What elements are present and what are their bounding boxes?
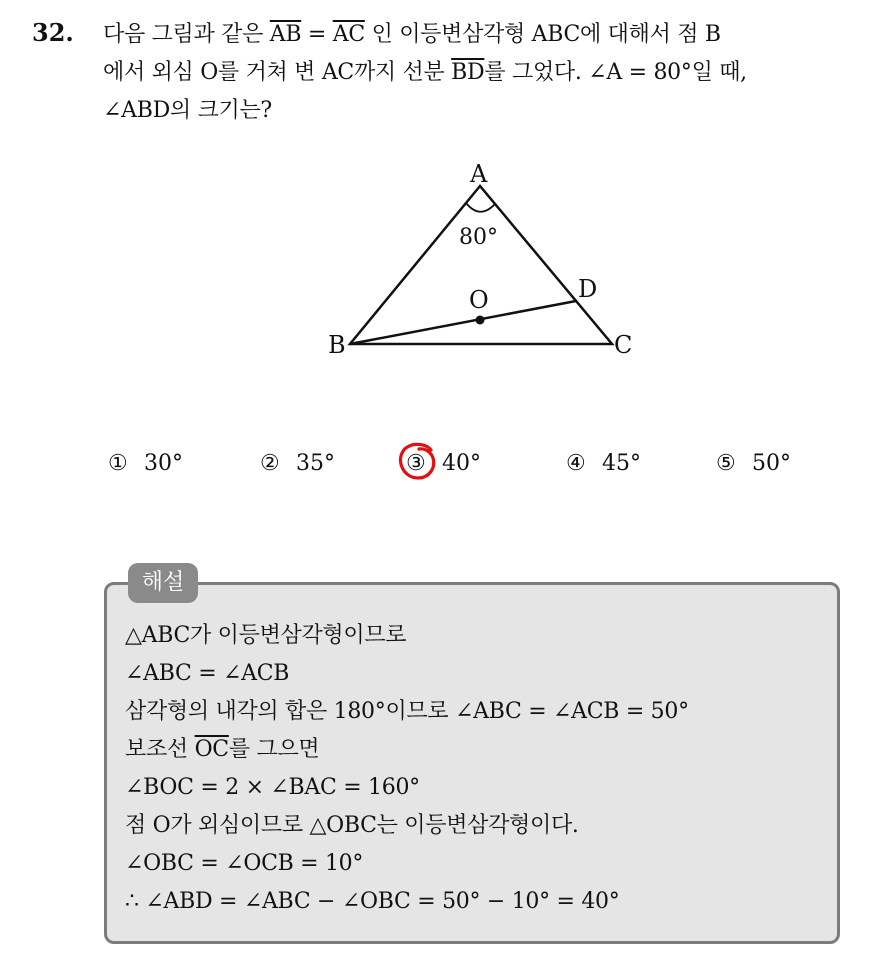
solution-line-part: 보조선	[125, 737, 195, 762]
segment-bd-line	[350, 301, 576, 344]
label-a: A	[470, 160, 488, 188]
question-text-part: 를 그었다. ∠A = 80°일 때,	[484, 60, 747, 85]
question-line-1	[103, 16, 868, 54]
choice-number: ⑤	[716, 451, 736, 476]
question-text-part: 에서 외심 O를 거쳐 변 AC까지 선분	[103, 60, 452, 85]
choice-number: ①	[108, 451, 128, 476]
label-d: D	[578, 275, 598, 303]
segment-ac: $\overline{AC}$	[332, 22, 365, 47]
solution-line: ∠OBC = ∠OCB = 10°	[125, 851, 364, 876]
solution-line: ∠BOC = 2 × ∠BAC = 160°	[125, 775, 420, 800]
solution-line: ∠ABC = ∠ACB	[125, 661, 290, 686]
segment-bd: $\overline{BD}$	[451, 60, 485, 85]
question-text-part: 다음 그림과 같은	[103, 22, 270, 47]
triangle-diagram	[310, 150, 650, 370]
solution-tab: 해설	[128, 563, 198, 603]
label-c: C	[614, 331, 633, 359]
solution-line: ∴ ∠ABD = ∠ABC − ∠OBC = 50° − 10° = 40°	[125, 889, 620, 914]
solution-text	[125, 617, 825, 921]
angle-a-arc	[466, 203, 495, 212]
choice-number: ②	[260, 451, 280, 476]
solution-line: 삼각형의 내각의 합은 180°이므로 ∠ABC = ∠ACB = 50°	[125, 699, 689, 724]
question-number: 32.	[32, 18, 74, 47]
solution-line: △ABC가 이등변삼각형이므로	[125, 623, 407, 648]
question-text	[103, 16, 868, 130]
solution-line-part: 를 그으면	[228, 737, 320, 762]
label-o: O	[469, 286, 489, 314]
choice-value: 30°	[144, 451, 183, 476]
choice-value: 40°	[442, 451, 481, 476]
choice-number: ③	[406, 451, 426, 476]
question-text-part: 인 이등변삼각형 ABC에 대해서 점 B	[364, 22, 721, 47]
choice-value: 45°	[602, 451, 641, 476]
equals-sign: =	[301, 22, 333, 47]
choice-number: ④	[566, 451, 586, 476]
solution-box	[104, 582, 840, 944]
circumcenter-o-dot	[476, 316, 485, 325]
triangle-figure	[310, 150, 650, 370]
label-b: B	[328, 331, 346, 359]
choice-1[interactable]	[108, 444, 183, 484]
angle-a-label: 80°	[459, 225, 498, 250]
segment-oc: $\overline{OC}$	[194, 737, 229, 762]
choice-value: 50°	[752, 451, 791, 476]
choice-5[interactable]	[716, 444, 791, 484]
solution-line	[125, 731, 825, 769]
answer-choices	[108, 444, 828, 484]
solution-line: 점 O가 외심이므로 △OBC는 이등변삼각형이다.	[125, 813, 579, 838]
choice-2[interactable]	[260, 444, 335, 484]
question-line-3: ∠ABD의 크기는?	[103, 98, 272, 123]
segment-ab: $\overline{AB}$	[269, 22, 302, 47]
choice-4[interactable]	[566, 444, 641, 484]
question-line-2	[103, 54, 868, 92]
choice-value: 35°	[296, 451, 335, 476]
choice-3[interactable]	[406, 444, 481, 484]
